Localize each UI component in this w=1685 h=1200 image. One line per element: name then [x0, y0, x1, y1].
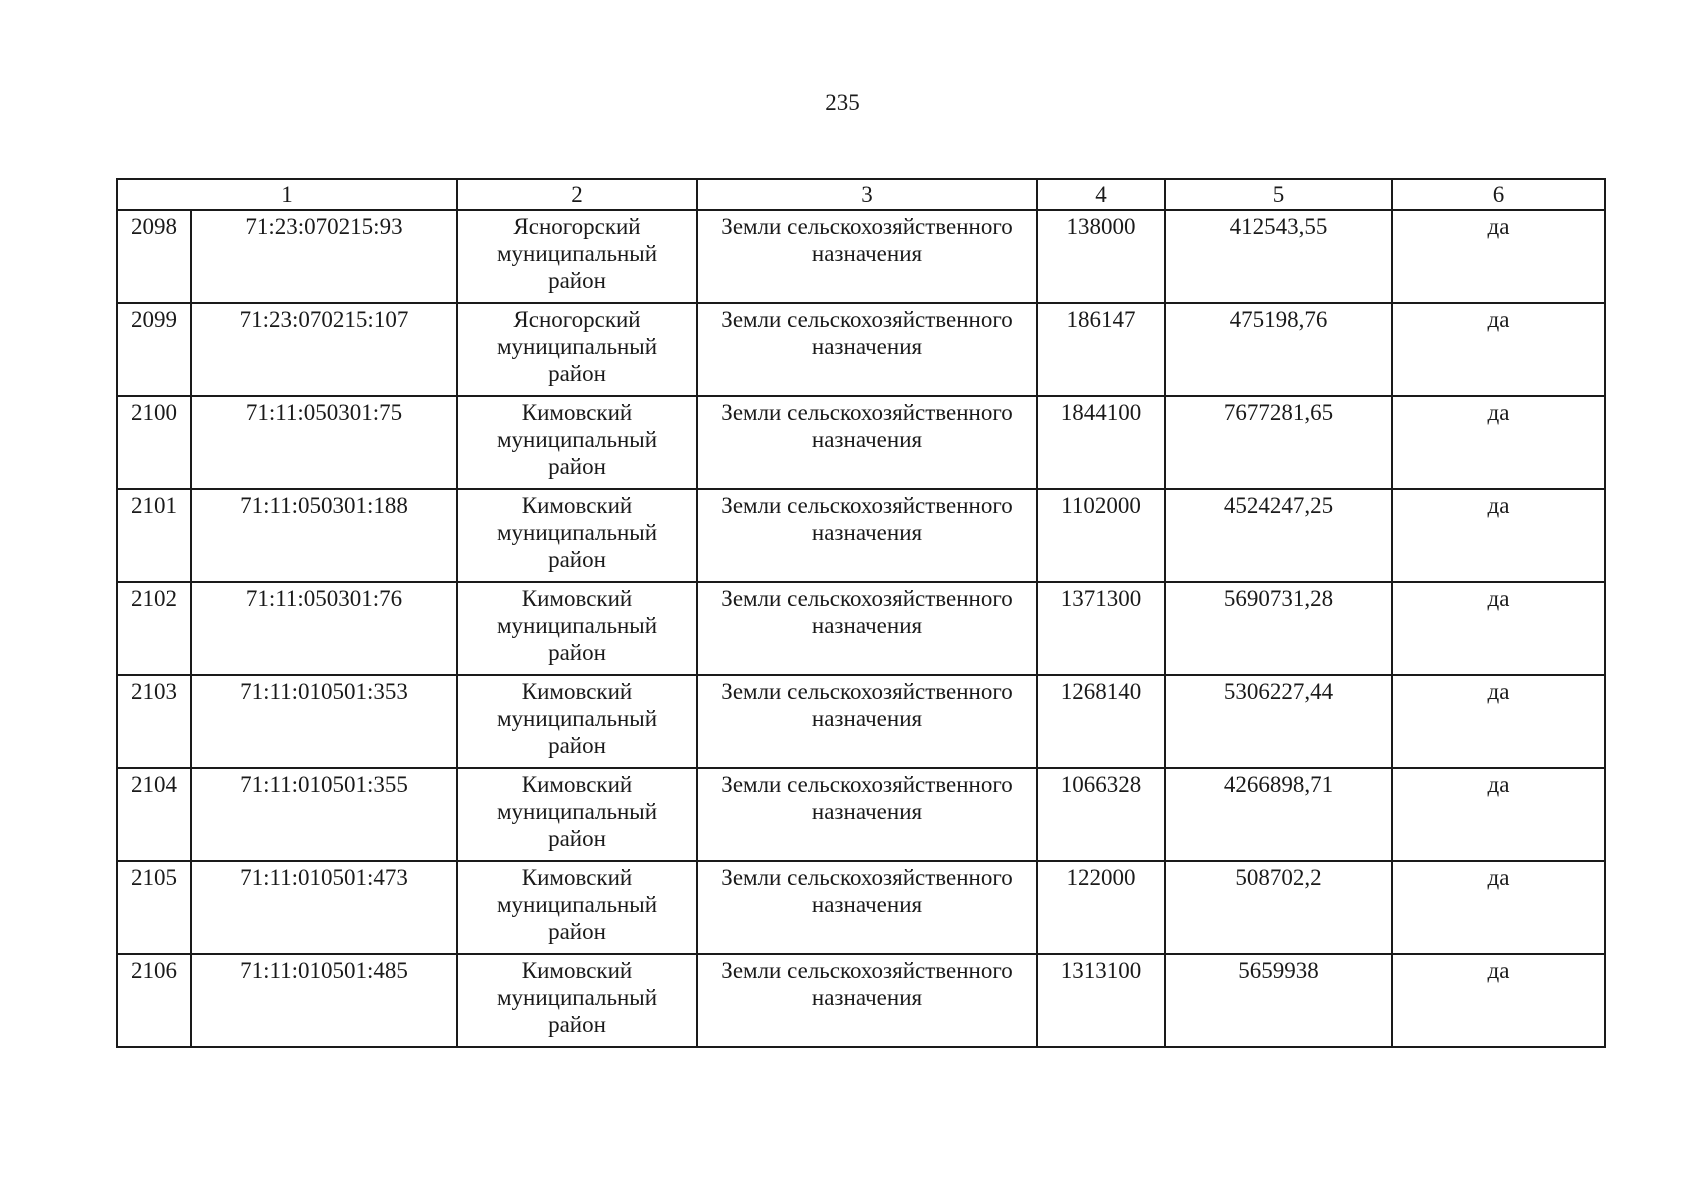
header-col-2: 2 — [457, 179, 697, 210]
land-category-cell-text: Земли сельскохозяйственного — [721, 400, 1013, 425]
cadastral-number-cell — [191, 861, 457, 954]
cadastral-number-cell-text: 71:23:070215:107 — [239, 307, 409, 332]
land-category-cell — [697, 489, 1037, 582]
cadastral-value-cell-text: 7677281,65 — [1223, 400, 1334, 425]
district-cell-text: район — [548, 1012, 606, 1037]
land-category-cell-text: назначения — [811, 334, 923, 359]
land-category-cell-text: Земли сельскохозяйственного — [721, 493, 1013, 518]
land-category-cell — [697, 303, 1037, 396]
cadastral-value-cell — [1165, 489, 1392, 582]
table-row — [117, 675, 1605, 768]
cadastral-value-cell-text: 4524247,25 — [1223, 493, 1334, 518]
row-number-cell — [117, 954, 191, 1047]
district-cell-text: муниципальный — [496, 799, 658, 824]
district-cell-text: муниципальный — [496, 613, 658, 638]
land-category-cell-text: назначения — [811, 799, 923, 824]
cadastral-number-cell — [191, 582, 457, 675]
flag-cell-text: да — [1487, 493, 1510, 518]
row-number-cell-text: 2099 — [131, 307, 177, 332]
table-row — [117, 303, 1605, 396]
district-cell — [457, 210, 697, 303]
area-cell — [1037, 768, 1165, 861]
header-col-5: 5 — [1165, 179, 1392, 210]
land-category-cell-text: назначения — [811, 241, 923, 266]
district-cell-text: район — [548, 826, 606, 851]
table-row — [117, 861, 1605, 954]
cadastral-number-cell — [191, 489, 457, 582]
land-category-cell-text: назначения — [811, 613, 923, 638]
flag-cell — [1392, 210, 1605, 303]
district-cell-text: Кимовский — [521, 400, 633, 425]
area-cell-text: 1066328 — [1060, 772, 1142, 797]
district-cell-text: район — [548, 733, 606, 758]
cadastral-number-cell — [191, 396, 457, 489]
cadastral-number-cell — [191, 303, 457, 396]
area-cell — [1037, 396, 1165, 489]
land-category-cell — [697, 582, 1037, 675]
land-category-cell-text: назначения — [811, 427, 923, 452]
land-registry-table — [116, 178, 1606, 1048]
area-cell-text: 186147 — [1066, 307, 1136, 332]
district-cell-text: район — [548, 361, 606, 386]
district-cell-text: муниципальный — [496, 520, 658, 545]
area-cell — [1037, 675, 1165, 768]
land-category-cell-text: назначения — [811, 520, 923, 545]
cadastral-number-cell — [191, 210, 457, 303]
cadastral-number-cell-text: 71:11:050301:76 — [245, 586, 403, 611]
district-cell-text: Кимовский — [521, 493, 633, 518]
district-cell-text: район — [548, 454, 606, 479]
cadastral-value-cell — [1165, 954, 1392, 1047]
row-number-cell — [117, 210, 191, 303]
district-cell-text: район — [548, 919, 606, 944]
table-row — [117, 210, 1605, 303]
district-cell — [457, 303, 697, 396]
row-number-cell-text: 2098 — [131, 214, 177, 239]
cadastral-number-cell-text: 71:11:010501:473 — [240, 865, 408, 890]
cadastral-number-cell-text: 71:11:050301:188 — [240, 493, 408, 518]
row-number-cell-text: 2106 — [131, 958, 177, 983]
table-header-row — [117, 179, 1605, 210]
district-cell-text: Кимовский — [521, 865, 633, 890]
cadastral-value-cell — [1165, 210, 1392, 303]
area-cell-text: 1844100 — [1060, 400, 1142, 425]
cadastral-number-cell-text: 71:11:050301:75 — [245, 400, 403, 425]
district-cell-text: район — [548, 640, 606, 665]
district-cell-text: Ясногорский — [513, 307, 641, 332]
row-number-cell — [117, 489, 191, 582]
cadastral-value-cell — [1165, 861, 1392, 954]
table-row — [117, 396, 1605, 489]
table-row — [117, 489, 1605, 582]
land-category-cell — [697, 675, 1037, 768]
table-body — [117, 210, 1605, 1047]
district-cell — [457, 582, 697, 675]
row-number-cell-text: 2100 — [131, 400, 177, 425]
area-cell-text: 1313100 — [1060, 958, 1142, 983]
flag-cell-text: да — [1487, 865, 1510, 890]
area-cell — [1037, 582, 1165, 675]
district-cell-text: муниципальный — [496, 985, 658, 1010]
area-cell — [1037, 489, 1165, 582]
district-cell-text: район — [548, 547, 606, 572]
header-col-6: 6 — [1392, 179, 1605, 210]
district-cell-text: муниципальный — [496, 892, 658, 917]
cadastral-value-cell — [1165, 768, 1392, 861]
district-cell — [457, 675, 697, 768]
land-category-cell-text: Земли сельскохозяйственного — [721, 772, 1013, 797]
flag-cell-text: да — [1487, 772, 1510, 797]
area-cell — [1037, 210, 1165, 303]
cadastral-number-cell-text: 71:23:070215:93 — [245, 214, 403, 239]
table-row — [117, 582, 1605, 675]
land-category-cell — [697, 396, 1037, 489]
land-category-cell-text: Земли сельскохозяйственного — [721, 307, 1013, 332]
cadastral-number-cell-text: 71:11:010501:355 — [240, 772, 408, 797]
cadastral-value-cell-text: 412543,55 — [1229, 214, 1328, 239]
land-category-cell-text: Земли сельскохозяйственного — [721, 679, 1013, 704]
land-category-cell-text: Земли сельскохозяйственного — [721, 865, 1013, 890]
flag-cell-text: да — [1487, 679, 1510, 704]
cadastral-value-cell-text: 4266898,71 — [1223, 772, 1334, 797]
area-cell-text: 138000 — [1066, 214, 1136, 239]
cadastral-number-cell — [191, 954, 457, 1047]
row-number-cell — [117, 675, 191, 768]
area-cell-text: 1102000 — [1061, 493, 1141, 518]
cadastral-value-cell — [1165, 675, 1392, 768]
flag-cell — [1392, 582, 1605, 675]
district-cell — [457, 861, 697, 954]
land-category-cell — [697, 954, 1037, 1047]
cadastral-value-cell — [1165, 303, 1392, 396]
cadastral-number-cell — [191, 675, 457, 768]
flag-cell — [1392, 303, 1605, 396]
flag-cell — [1392, 954, 1605, 1047]
flag-cell — [1392, 675, 1605, 768]
row-number-cell-text: 2103 — [131, 679, 177, 704]
cadastral-value-cell-text: 5690731,28 — [1223, 586, 1334, 611]
area-cell-text: 1371300 — [1060, 586, 1142, 611]
flag-cell — [1392, 396, 1605, 489]
district-cell — [457, 768, 697, 861]
area-cell-text: 1268140 — [1060, 679, 1142, 704]
area-cell-text: 122000 — [1066, 865, 1136, 890]
row-number-cell — [117, 396, 191, 489]
row-number-cell — [117, 861, 191, 954]
flag-cell — [1392, 489, 1605, 582]
district-cell-text: Кимовский — [521, 586, 633, 611]
land-category-cell-text: назначения — [811, 985, 923, 1010]
flag-cell-text: да — [1487, 214, 1510, 239]
row-number-cell-text: 2105 — [131, 865, 177, 890]
flag-cell-text: да — [1487, 307, 1510, 332]
cadastral-number-cell-text: 71:11:010501:485 — [240, 958, 408, 983]
header-col-3: 3 — [697, 179, 1037, 210]
cadastral-value-cell-text: 5306227,44 — [1223, 679, 1334, 704]
district-cell-text: муниципальный — [496, 427, 658, 452]
flag-cell-text: да — [1487, 958, 1510, 983]
land-category-cell-text: назначения — [811, 892, 923, 917]
row-number-cell — [117, 303, 191, 396]
header-col-1: 1 — [117, 179, 457, 210]
district-cell-text: муниципальный — [496, 241, 658, 266]
land-category-cell-text: назначения — [811, 706, 923, 731]
district-cell — [457, 954, 697, 1047]
cadastral-value-cell-text: 508702,2 — [1235, 865, 1322, 890]
area-cell — [1037, 861, 1165, 954]
cadastral-value-cell — [1165, 396, 1392, 489]
district-cell-text: Ясногорский — [513, 214, 641, 239]
table-row — [117, 768, 1605, 861]
land-category-cell-text: Земли сельскохозяйственного — [721, 586, 1013, 611]
header-col-4: 4 — [1037, 179, 1165, 210]
page-number: 235 — [825, 90, 860, 115]
row-number-cell-text: 2101 — [131, 493, 177, 518]
land-category-cell — [697, 768, 1037, 861]
cadastral-value-cell — [1165, 582, 1392, 675]
land-category-cell-text: Земли сельскохозяйственного — [721, 958, 1013, 983]
land-category-cell — [697, 861, 1037, 954]
area-cell — [1037, 303, 1165, 396]
cadastral-value-cell-text: 5659938 — [1238, 958, 1319, 983]
row-number-cell — [117, 768, 191, 861]
land-category-cell — [697, 210, 1037, 303]
row-number-cell-text: 2102 — [131, 586, 177, 611]
row-number-cell-text: 2104 — [131, 772, 177, 797]
district-cell — [457, 396, 697, 489]
flag-cell-text: да — [1487, 586, 1510, 611]
flag-cell-text: да — [1487, 400, 1510, 425]
row-number-cell — [117, 582, 191, 675]
cadastral-number-cell-text: 71:11:010501:353 — [240, 679, 408, 704]
district-cell-text: Кимовский — [521, 772, 633, 797]
area-cell — [1037, 954, 1165, 1047]
district-cell-text: район — [548, 268, 606, 293]
cadastral-number-cell — [191, 768, 457, 861]
district-cell-text: Кимовский — [521, 679, 633, 704]
cadastral-value-cell-text: 475198,76 — [1229, 307, 1328, 332]
table-row — [117, 954, 1605, 1047]
district-cell — [457, 489, 697, 582]
flag-cell — [1392, 768, 1605, 861]
district-cell-text: муниципальный — [496, 706, 658, 731]
district-cell-text: муниципальный — [496, 334, 658, 359]
land-category-cell-text: Земли сельскохозяйственного — [721, 214, 1013, 239]
district-cell-text: Кимовский — [521, 958, 633, 983]
flag-cell — [1392, 861, 1605, 954]
